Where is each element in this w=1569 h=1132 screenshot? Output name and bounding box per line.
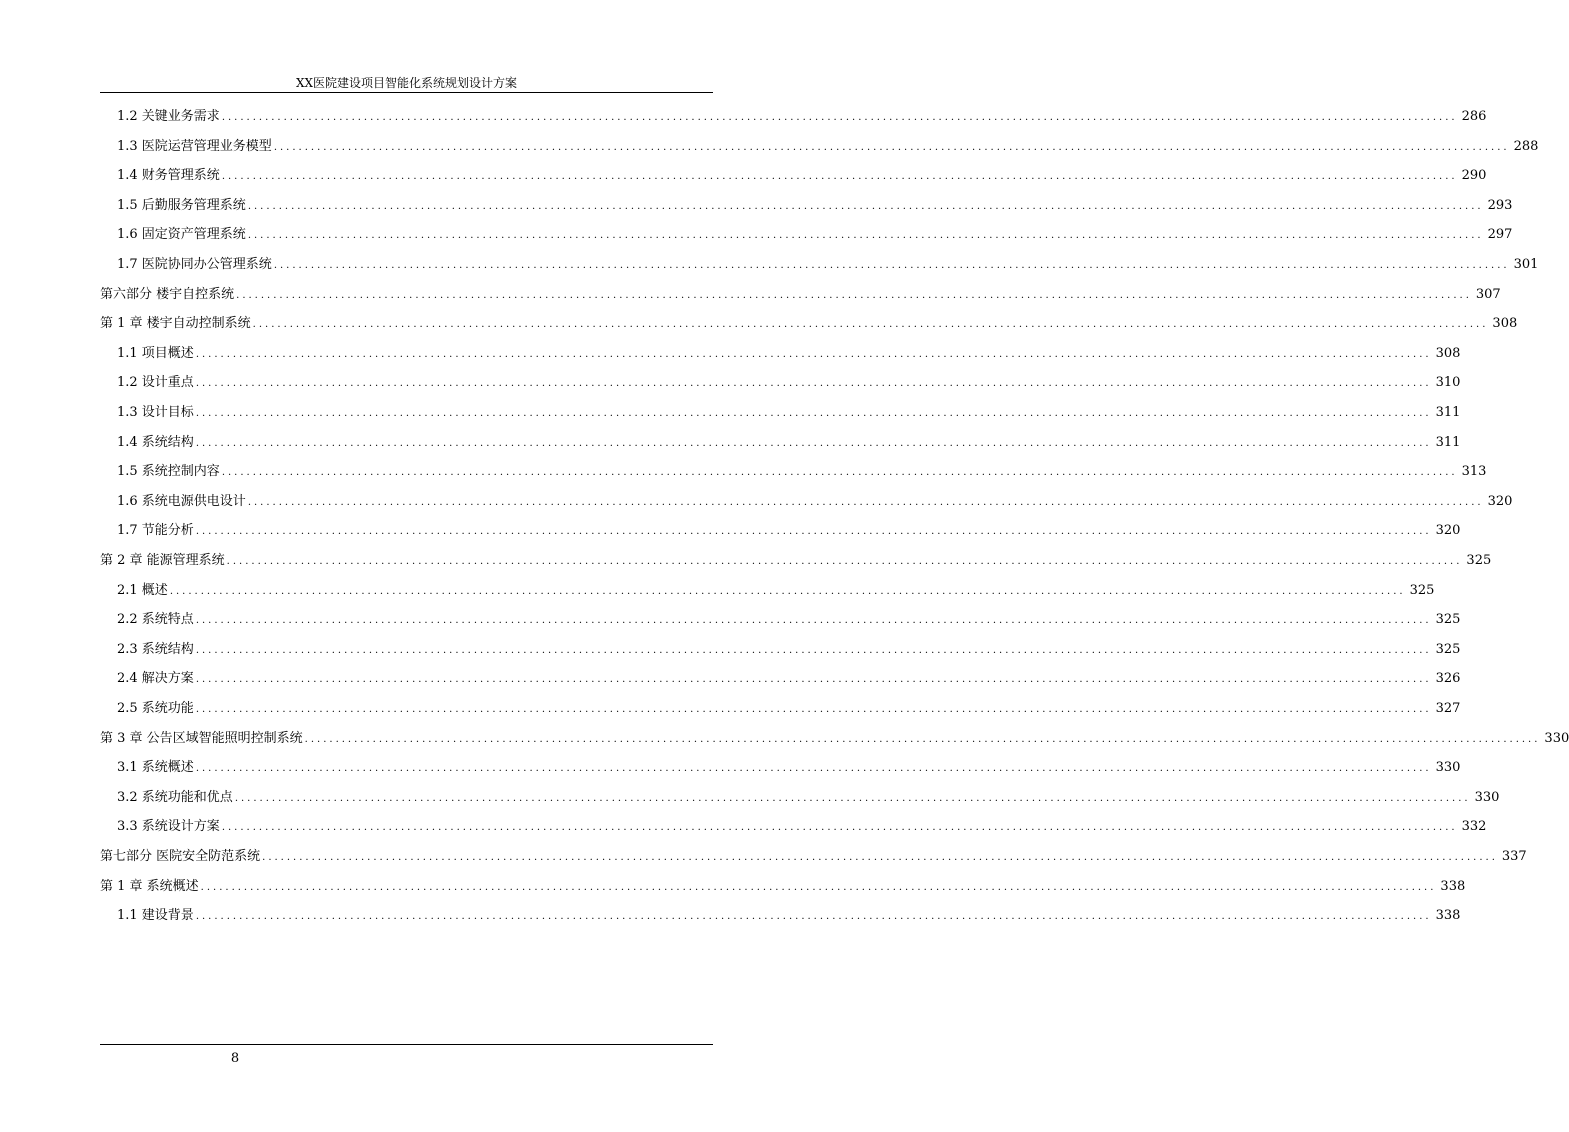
toc-dot-leader: ........................................................................................................................................................................................................ <box>304 733 1541 745</box>
toc-dot-leader: ........................................................................................................................................................................................................ <box>195 644 1432 656</box>
toc-section-entry[interactable] <box>117 669 1461 689</box>
toc-entry-page: 330 <box>1544 730 1569 746</box>
toc-dot-leader: ........................................................................................................................................................................................................ <box>262 852 1498 863</box>
toc-entry-page: 286 <box>1461 109 1487 124</box>
toc-section-entry[interactable] <box>117 373 1461 393</box>
toc-dot-leader: ........................................................................................................................................................................................................ <box>273 260 1510 271</box>
toc-entry-page: 310 <box>1435 375 1461 391</box>
toc-dot-leader: ........................................................................................................................................................................................................ <box>195 526 1432 538</box>
toc-section-entry[interactable] <box>117 225 1513 245</box>
toc-entry-page: 290 <box>1461 168 1487 184</box>
toc-entry-label: 1.5 后勤服务管理系统 <box>117 197 246 213</box>
toc-entry-label: 1.1 项目概述 <box>117 345 194 361</box>
toc-entry-label: 第 1 章 楼宇自动控制系统 <box>100 316 251 332</box>
toc-section-entry[interactable] <box>117 107 1487 127</box>
toc-dot-leader: ........................................................................................................................................................................................................ <box>247 200 1484 212</box>
toc-section-entry[interactable] <box>117 699 1461 719</box>
toc-dot-leader: ........................................................................................................................................................................................................ <box>221 112 1458 123</box>
toc-entry-label: 第 3 章 公告区域智能照明控制系统 <box>100 730 303 746</box>
toc-section-entry[interactable] <box>117 137 1539 157</box>
toc-entry-label: 1.1 建设背景 <box>117 908 194 924</box>
toc-entry-page: 327 <box>1435 701 1461 716</box>
toc-entry-page: 325 <box>1435 641 1461 657</box>
toc-chapter-entry[interactable] <box>100 847 1527 867</box>
toc-entry-page: 311 <box>1435 434 1461 450</box>
toc-entry-page: 326 <box>1435 671 1461 687</box>
toc-dot-leader: ........................................................................................................................................................................................................ <box>195 763 1432 775</box>
toc-entry-label: 第 1 章 系统概述 <box>100 878 199 894</box>
toc-section-entry[interactable] <box>117 492 1513 512</box>
toc-entry-label: 1.3 医院运营管理业务模型 <box>117 138 272 154</box>
toc-entry-page: 337 <box>1501 849 1527 864</box>
footer-divider <box>100 1044 713 1045</box>
toc-entry-label: 第 2 章 能源管理系统 <box>100 553 225 568</box>
toc-entry-label: 2.5 系统功能 <box>117 701 194 716</box>
toc-entry-page: 325 <box>1435 612 1461 628</box>
toc-chapter-entry[interactable] <box>100 729 1569 749</box>
toc-section-entry[interactable] <box>117 433 1461 453</box>
toc-entry-page: 325 <box>1409 582 1435 598</box>
toc-entry-page: 311 <box>1435 405 1461 420</box>
toc-dot-leader: ........................................................................................................................................................................................................ <box>221 822 1458 834</box>
toc-entry-page: 308 <box>1492 316 1518 332</box>
toc-entry-label: 第七部分 医院安全防范系统 <box>100 849 261 864</box>
toc-chapter-entry[interactable] <box>100 551 1492 571</box>
toc-dot-leader: ........................................................................................................................................................................................................ <box>236 289 1472 301</box>
page-header <box>100 74 713 93</box>
toc-entry-page: 297 <box>1487 227 1513 243</box>
toc-entry-page: 325 <box>1466 553 1492 568</box>
toc-dot-leader: ........................................................................................................................................................................................................ <box>221 467 1458 479</box>
toc-entry-page: 308 <box>1435 345 1461 361</box>
toc-dot-leader: ........................................................................................................................................................................................................ <box>247 230 1484 242</box>
toc-dot-leader: ........................................................................................................................................................................................................ <box>195 378 1432 390</box>
toc-chapter-entry[interactable] <box>100 314 1518 334</box>
toc-entry-page: 338 <box>1440 878 1466 894</box>
toc-entry-label: 2.2 系统特点 <box>117 612 194 628</box>
toc-entry-label: 1.2 关键业务需求 <box>117 109 220 124</box>
toc-entry-label: 1.5 系统控制内容 <box>117 464 220 480</box>
toc-entry-label: 2.1 概述 <box>117 582 168 598</box>
toc-section-entry[interactable] <box>117 640 1461 660</box>
toc-entry-page: 301 <box>1513 257 1539 272</box>
toc-entry-label: 2.3 系统结构 <box>117 641 194 657</box>
toc-section-entry[interactable] <box>117 196 1513 216</box>
toc-entry-page: 332 <box>1461 819 1487 835</box>
toc-entry-label: 1.6 固定资产管理系统 <box>117 227 246 243</box>
toc-entry-label: 3.2 系统功能和优点 <box>117 789 233 805</box>
toc-entry-page: 307 <box>1475 286 1501 302</box>
toc-entry-page: 288 <box>1513 138 1539 154</box>
toc-dot-leader: ........................................................................................................................................................................................................ <box>273 141 1510 153</box>
toc-section-entry[interactable] <box>117 403 1461 423</box>
toc-section-entry[interactable] <box>117 906 1461 926</box>
toc-section-entry[interactable] <box>117 817 1487 837</box>
toc-entry-label: 3.1 系统概述 <box>117 760 194 776</box>
toc-dot-leader: ........................................................................................................................................................................................................ <box>169 585 1406 597</box>
toc-entry-page: 330 <box>1474 789 1500 805</box>
toc-dot-leader: ........................................................................................................................................................................................................ <box>195 911 1432 923</box>
toc-entry-page: 320 <box>1487 493 1513 509</box>
toc-dot-leader: ........................................................................................................................................................................................................ <box>252 319 1489 331</box>
toc-entry-page: 313 <box>1461 464 1487 480</box>
toc-section-entry[interactable] <box>117 610 1461 630</box>
toc-entry-label: 3.3 系统设计方案 <box>117 819 220 835</box>
toc-chapter-entry[interactable] <box>100 877 1466 897</box>
toc-section-entry[interactable] <box>117 344 1461 364</box>
toc-entry-label: 1.3 设计目标 <box>117 405 194 420</box>
toc-dot-leader: ........................................................................................................................................................................................................ <box>195 704 1432 715</box>
toc-entry-label: 1.2 设计重点 <box>117 375 194 391</box>
toc-section-entry[interactable] <box>117 255 1539 275</box>
toc-dot-leader: ........................................................................................................................................................................................................ <box>195 408 1432 419</box>
toc-dot-leader: ........................................................................................................................................................................................................ <box>195 674 1432 686</box>
toc-entry-page: 338 <box>1435 908 1461 924</box>
toc-dot-leader: ........................................................................................................................................................................................................ <box>195 437 1432 449</box>
toc-dot-leader: ........................................................................................................................................................................................................ <box>195 348 1432 360</box>
toc-dot-leader: ........................................................................................................................................................................................................ <box>221 171 1458 183</box>
toc-dot-leader: ........................................................................................................................................................................................................ <box>200 881 1437 893</box>
toc-entry-label: 1.6 系统电源供电设计 <box>117 493 246 509</box>
toc-chapter-entry[interactable] <box>100 285 1501 305</box>
toc-entry-label: 1.7 医院协同办公管理系统 <box>117 257 272 272</box>
toc-section-entry[interactable] <box>117 166 1487 186</box>
toc-section-entry[interactable] <box>117 521 1461 541</box>
toc-dot-leader: ........................................................................................................................................................................................................ <box>247 496 1484 508</box>
toc-dot-leader: ........................................................................................................................................................................................................ <box>234 792 1471 804</box>
toc-dot-leader: ........................................................................................................................................................................................................ <box>226 556 1463 567</box>
document-title: XX医院建设项目智能化系统规划设计方案 <box>295 76 518 90</box>
page-number: 8 <box>230 1051 240 1066</box>
toc-section-entry[interactable] <box>117 581 1435 601</box>
toc-section-entry[interactable] <box>117 788 1500 808</box>
toc-entry-label: 1.7 节能分析 <box>117 523 194 539</box>
toc-section-entry[interactable] <box>117 758 1461 778</box>
toc-dot-leader: ........................................................................................................................................................................................................ <box>195 615 1432 627</box>
toc-entry-page: 320 <box>1435 523 1461 539</box>
toc-entry-page: 330 <box>1435 760 1461 776</box>
toc-entry-label: 1.4 财务管理系统 <box>117 168 220 184</box>
toc-entry-page: 293 <box>1487 197 1513 213</box>
toc-entry-label: 1.4 系统结构 <box>117 434 194 450</box>
toc-entry-label: 第六部分 楼宇自控系统 <box>100 286 235 302</box>
toc-entry-label: 2.4 解决方案 <box>117 671 194 687</box>
toc-section-entry[interactable] <box>117 462 1487 482</box>
